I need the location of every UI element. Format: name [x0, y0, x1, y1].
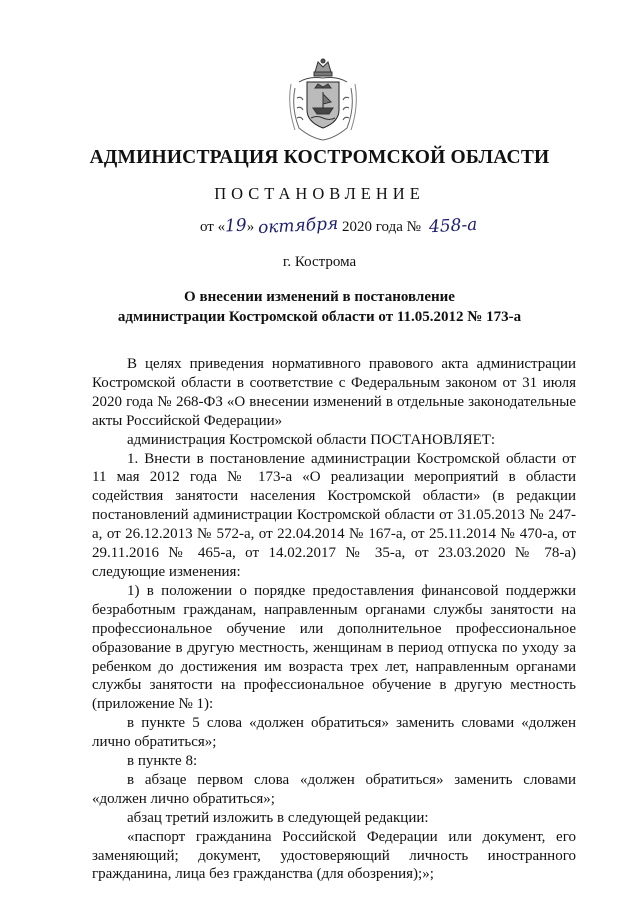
- paragraph: абзац третий изложить в следующей редакции:: [127, 809, 429, 826]
- city: г. Кострома: [282, 254, 357, 270]
- paragraph: в пункте 8:: [127, 753, 198, 770]
- date-month: октября: [257, 213, 339, 239]
- title-line-1: О внесении изменений в постановление: [184, 289, 455, 305]
- paragraph: в абзаце первом слова «должен обратиться» заменить словами «должен лично обратиться»;: [92, 771, 576, 807]
- paragraph: 1) в положении о порядке предоставления финансовой поддержки безработным гражданам, направленным органами службы занятости на профессиональное обучение или дополнительное профессиональное образование в другую местность, женщинам в период отпуска по уходу за ребенком до достижения им возраста трех лет, направленным органами службы занятости на профессиональное обучение в другую местность (приложение № 1):: [92, 582, 576, 713]
- document-type: ПОСТАНОВЛЕНИЕ: [214, 184, 425, 203]
- document-title: [0, 287, 639, 327]
- paragraph: администрация Костромской области ПОСТАНОВЛЯЕТ:: [127, 431, 496, 448]
- date-prefix: от «: [200, 219, 226, 235]
- date-mid: »: [246, 219, 258, 235]
- organization-name: АДМИНИСТРАЦИЯ КОСТРОМСКОЙ ОБЛАСТИ: [89, 147, 550, 168]
- paragraph: в пункте 5 слова «должен обратиться» заменить словами «должен лично обратиться»;: [92, 715, 576, 751]
- document-number: 458-а: [428, 214, 478, 238]
- paragraph: «паспорт гражданина Российской Федерации или документ, его заменяющий; документ, удостоверяющий личность иностранного гражданина, лица без гражданства (для обозрения);»;: [92, 828, 576, 883]
- title-line-2: администрации Костромской области от 11.05.2012 № 173-а: [117, 309, 522, 325]
- date-line: [200, 213, 478, 239]
- paragraph: В целях приведения нормативного правового акта администрации Костромской области в соответствие с Федеральным законом от 31 июля 2020 года № 268-ФЗ «О внесении изменений в отдельные законодательные акты Российской Федерации»: [92, 356, 576, 429]
- date-day: 19: [224, 215, 248, 237]
- kostroma-coat-of-arms-icon: [285, 58, 361, 142]
- date-year: 2020 года №: [338, 219, 421, 235]
- paragraph: 1. Внести в постановление администрации Костромской области от 11 мая 2012 года № 173-а «О реализации мероприятий в области содействия занятости населения Костромской области» (в редакции постановлений администрации Костромской области от 31.05.2013 № 247-а, от 26.12.2013 № 572-а, от 22.04.2014 № 167-а, от 25.11.2014 № 470-а, от 29.11.2016 № 465-а, от 14.02.2017 № 35-а, от 23.03.2020 № 78-а) следующие изменения:: [92, 450, 576, 580]
- document-body: [92, 355, 576, 884]
